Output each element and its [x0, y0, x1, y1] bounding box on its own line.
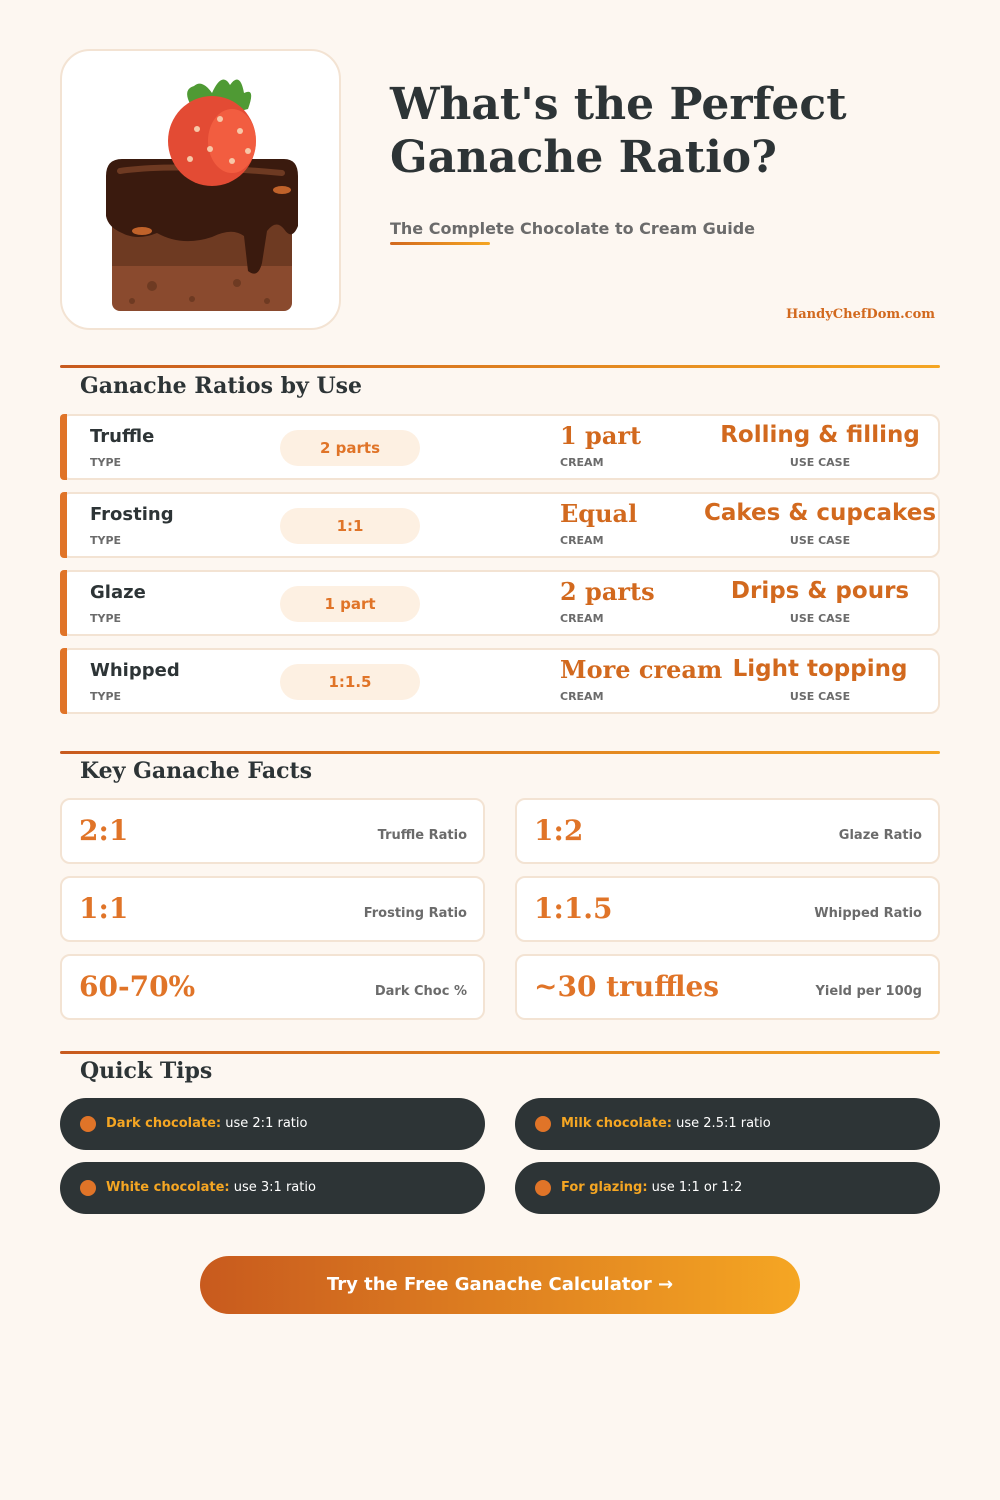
- ratio-row-glaze: [60, 570, 940, 636]
- tip-detail: use 1:1 or 1:2: [647, 1180, 743, 1195]
- cream-label: CREAM: [560, 534, 604, 547]
- use-case: Rolling & filling: [720, 422, 920, 448]
- fact-label: Dark Choc %: [374, 984, 467, 999]
- fact-card: [60, 954, 485, 1020]
- use-case: Light topping: [732, 656, 908, 682]
- fact-card: [515, 798, 940, 864]
- fact-value: 1:1: [79, 892, 129, 925]
- row-accent-bar: [60, 414, 67, 480]
- tip-detail: use 2.5:1 ratio: [672, 1116, 771, 1131]
- fact-label: Whipped Ratio: [814, 906, 922, 921]
- use-case-label: USE CASE: [789, 690, 851, 703]
- tip-pill: [515, 1162, 940, 1214]
- tip-text: [106, 1116, 307, 1131]
- chocolate-amount-pill: 2 parts: [280, 430, 420, 466]
- tip-pill: [60, 1162, 485, 1214]
- ratio-row-truffle: [60, 414, 940, 480]
- ratio-type-label: TYPE: [90, 534, 122, 547]
- tip-detail: use 2:1 ratio: [221, 1116, 308, 1131]
- row-accent-bar: [60, 492, 67, 558]
- subtitle-underline: [390, 242, 490, 245]
- fact-value: 60-70%: [79, 970, 196, 1003]
- fact-value: 1:1.5: [534, 892, 613, 925]
- ratios-section-title: Ganache Ratios by Use: [80, 373, 363, 399]
- ratio-row-whipped: [60, 648, 940, 714]
- tip-key: Dark chocolate:: [106, 1116, 222, 1131]
- ratio-type: Glaze: [90, 582, 146, 603]
- ratio-type-label: TYPE: [90, 612, 122, 625]
- use-case-label: USE CASE: [789, 612, 851, 625]
- use-case-label: USE CASE: [789, 456, 851, 469]
- cream-label: CREAM: [560, 456, 604, 469]
- tip-text: [561, 1180, 742, 1195]
- fact-label: Frosting Ratio: [363, 906, 467, 921]
- use-case-label: USE CASE: [789, 534, 851, 547]
- row-accent-bar: [60, 648, 67, 714]
- tip-text: [561, 1116, 771, 1131]
- bullet-dot-icon: [80, 1180, 96, 1196]
- ratio-type-label: TYPE: [90, 690, 122, 703]
- ratio-row-frosting: [60, 492, 940, 558]
- use-case: Cakes & cupcakes: [703, 500, 937, 526]
- fact-card: [60, 798, 485, 864]
- ratio-type: Whipped: [90, 660, 180, 681]
- use-case: Drips & pours: [730, 578, 910, 604]
- bullet-dot-icon: [535, 1180, 551, 1196]
- chocolate-amount-pill: 1:1: [280, 508, 420, 544]
- brand-link[interactable]: HandyChefDom.com: [785, 307, 935, 322]
- section-divider: [60, 1051, 940, 1054]
- bullet-dot-icon: [535, 1116, 551, 1132]
- section-divider: [60, 365, 940, 368]
- cream-amount: 1 part: [560, 421, 642, 450]
- ratio-type: Frosting: [90, 504, 174, 525]
- page-subtitle: The Complete Chocolate to Cream Guide: [390, 219, 755, 238]
- fact-label: Yield per 100g: [815, 984, 922, 999]
- tip-pill: [515, 1098, 940, 1150]
- chocolate-amount-pill: 1:1.5: [280, 664, 420, 700]
- chocolate-amount-pill: 1 part: [280, 586, 420, 622]
- cream-amount: Equal: [560, 499, 638, 528]
- page-title: What's the Perfect Ganache Ratio?: [390, 79, 847, 183]
- fact-value: 1:2: [534, 814, 584, 847]
- fact-card: [515, 876, 940, 942]
- facts-section-title: Key Ganache Facts: [80, 758, 313, 784]
- cream-label: CREAM: [560, 612, 604, 625]
- row-accent-bar: [60, 570, 67, 636]
- tip-detail: use 3:1 ratio: [229, 1180, 316, 1195]
- fact-label: Truffle Ratio: [377, 828, 467, 843]
- tip-key: For glazing:: [561, 1180, 648, 1195]
- fact-card: [515, 954, 940, 1020]
- fact-label: Glaze Ratio: [838, 828, 922, 843]
- tip-text: [106, 1180, 316, 1195]
- cream-amount: More cream: [560, 655, 723, 684]
- ganache-calculator-button[interactable]: Try the Free Ganache Calculator →: [200, 1256, 800, 1314]
- cream-label: CREAM: [560, 690, 604, 703]
- tip-key: Milk chocolate:: [561, 1116, 673, 1131]
- tip-key: White chocolate:: [106, 1180, 230, 1195]
- hero-image-card: [60, 49, 341, 330]
- ratio-type: Truffle: [90, 426, 155, 447]
- ratio-type-label: TYPE: [90, 456, 122, 469]
- fact-value: ~30 truffles: [534, 970, 720, 1003]
- cake-with-strawberry-icon: [62, 51, 341, 330]
- tip-pill: [60, 1098, 485, 1150]
- section-divider: [60, 751, 940, 754]
- cream-amount: 2 parts: [560, 577, 655, 606]
- tips-section-title: Quick Tips: [80, 1058, 213, 1084]
- bullet-dot-icon: [80, 1116, 96, 1132]
- fact-value: 2:1: [79, 814, 129, 847]
- fact-card: [60, 876, 485, 942]
